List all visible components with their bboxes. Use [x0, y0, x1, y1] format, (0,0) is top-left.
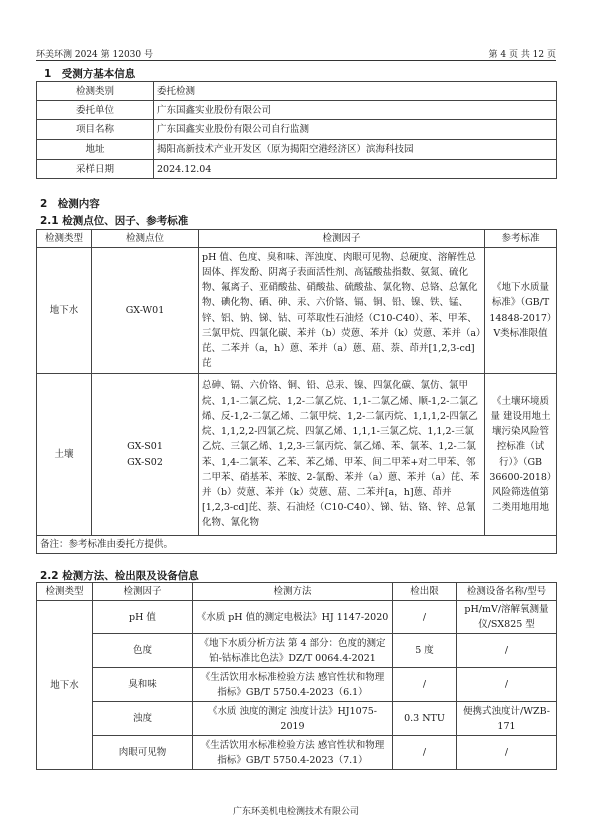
method-factor: 肉眼可见物 [93, 736, 193, 770]
soil-point-1: GX-S01 [127, 441, 163, 453]
soil-standard-cell: 《土壤环境质量 建设用地土壤污染风险管控标准（试行）》（GB 36600-2018）风险筛选值第二类用地用地 [485, 374, 557, 536]
method-factor: 色度 [93, 634, 193, 668]
header-rule [36, 60, 556, 61]
table-note: 备注：参考标准由委托方提供。 [37, 536, 557, 554]
info-value: 广东国鑫实业股份有限公司 [154, 101, 557, 120]
info-label: 采样日期 [37, 160, 154, 179]
method-factor: 臭和味 [93, 668, 193, 702]
gw-factors-cell: pH 值、色度、臭和味、浑浊度、肉眼可见物、总硬度、溶解性总固体、挥发酚、阴离子表面活性剂、高锰酸盐指数、氨氮、硫化物、氟离子、亚硝酸盐、硝酸盐、硫酸盐、氯化物、总铬、总氰化物、碘化物、硒、砷、汞、六价铬、镉、铜、铅、镍、铁、锰、锌、铝、钠、锑、钴、可萃取性石油烃（C10-C40）、苯、甲苯、三氯甲烷、四氯化碳、苯并（b）荧蒽、苯并（k）荧蒽、苯并（a）芘、二苯并（a，h）蒽、苯并（a）蒽、䓛、萘、茚并[1,2,3-cd]芘 [199, 248, 485, 374]
gw-standard-cell: 《地下水质量标准》（GB/T 14848-2017）Ⅴ类标准限值 [485, 248, 557, 374]
method-limit: 5 度 [393, 634, 457, 668]
soil-factors-cell: 总砷、镉、六价铬、铜、铅、总汞、镍、四氯化碳、氯仿、氯甲烷、1,1-二氯乙烷、1,2-二氯乙烷、1,1-二氯乙烯、顺-1,2-二氯乙烯、反-1,2-二氯乙烯、二氯甲烷、1,2-二氯丙烷、1,1,1,2-四氯乙烷、1,1,2,2-四氯乙烷、四氯乙烯、1,1,1-三氯乙烷、1,1,2-三氯乙烷、三氯乙烯、1,2,3-三氯丙烷、氯乙烯、苯、氯苯、1,2-二氯苯、1,4-二氯苯、乙苯、苯乙烯、甲苯、间二甲苯+对二甲苯、邻二甲苯、硝基苯、苯胺、2-氯酚、苯并（a）蒽、苯并（a）芘、苯并（b）荧蒽、苯并（k）荧蒽、䓛、二苯并[a，h]蒽、茚并[1,2,3-cd]芘、萘、石油烃（C10-C40）、锑、钴、铬、锌、总氰化物、氰化物 [199, 374, 485, 536]
section1-title: 1 受测方基本信息 [44, 68, 136, 80]
col-header: 检测方法 [193, 583, 393, 601]
method-equipment: pH/mV/溶解氧测量仪/SX825 型 [457, 601, 557, 634]
subsection-2-1-title: 2.1 检测点位、因子、参考标准 [40, 215, 189, 227]
method-desc: 《水质 pH 值的测定电极法》HJ 1147-2020 [193, 601, 393, 634]
page-header [36, 47, 556, 59]
info-label: 检测类别 [37, 82, 154, 101]
monitoring-items-table [36, 229, 557, 554]
subsection-2-2-title: 2.2 检测方法、检出限及设备信息 [40, 570, 199, 582]
info-value: 广东国鑫实业股份有限公司自行监测 [154, 120, 557, 140]
info-value: 2024.12.04 [154, 160, 557, 179]
method-type-cell: 地下水 [37, 601, 93, 770]
info-label: 项目名称 [37, 120, 154, 140]
page-number: 第 4 页 共 12 页 [488, 50, 556, 60]
method-limit: / [393, 668, 457, 702]
col-header: 检测类型 [37, 583, 93, 601]
method-desc: 《生活饮用水标准检验方法 感官性状和物理指标》GB/T 5750.4-2023（6.1） [193, 668, 393, 702]
info-value: 揭阳高新技术产业开发区（原为揭阳空港经济区）滨海科技园 [154, 140, 557, 160]
methods-table [36, 582, 557, 770]
col-header: 检出限 [393, 583, 457, 601]
method-factor: pH 值 [93, 601, 193, 634]
method-limit: / [393, 736, 457, 770]
soil-type-cell: 土壤 [37, 374, 92, 536]
info-label: 委托单位 [37, 101, 154, 120]
col-header: 检测点位 [92, 230, 199, 248]
col-header: 参考标准 [485, 230, 557, 248]
col-header: 检测因子 [199, 230, 485, 248]
method-equipment: / [457, 736, 557, 770]
col-header: 检测设备名称/型号 [457, 583, 557, 601]
soil-point-2: GX-S02 [127, 456, 163, 468]
method-equipment: / [457, 668, 557, 702]
method-factor: 浊度 [93, 702, 193, 736]
info-value: 委托检测 [154, 82, 557, 101]
page-footer: 广东环美机电检测技术有限公司 [232, 807, 359, 817]
info-label: 地址 [37, 140, 154, 160]
method-equipment: / [457, 634, 557, 668]
method-limit: 0.3 NTU [393, 702, 457, 736]
gw-point-cell: GX-W01 [92, 248, 199, 374]
method-limit: / [393, 601, 457, 634]
gw-type-cell: 地下水 [37, 248, 92, 374]
col-header: 检测因子 [93, 583, 193, 601]
method-desc: 《生活饮用水标准检验方法 感官性状和物理指标》GB/T 5750.4-2023（7.1） [193, 736, 393, 770]
section2-title: 2 检测内容 [40, 198, 100, 210]
method-equipment: 便携式浊度计/WZB-171 [457, 702, 557, 736]
col-header: 检测类型 [37, 230, 92, 248]
client-info-table [36, 81, 557, 179]
method-desc: 《水质 浊度的测定 浊度计法》HJ1075-2019 [193, 702, 393, 736]
method-desc: 《地下水质分析方法 第 4 部分：色度的测定 铂-钴标准比色法》DZ/T 0064.4-2021 [193, 634, 393, 668]
soil-point-cell [92, 374, 199, 536]
report-number: 环美环测 2024 第 12030 号 [36, 50, 153, 60]
